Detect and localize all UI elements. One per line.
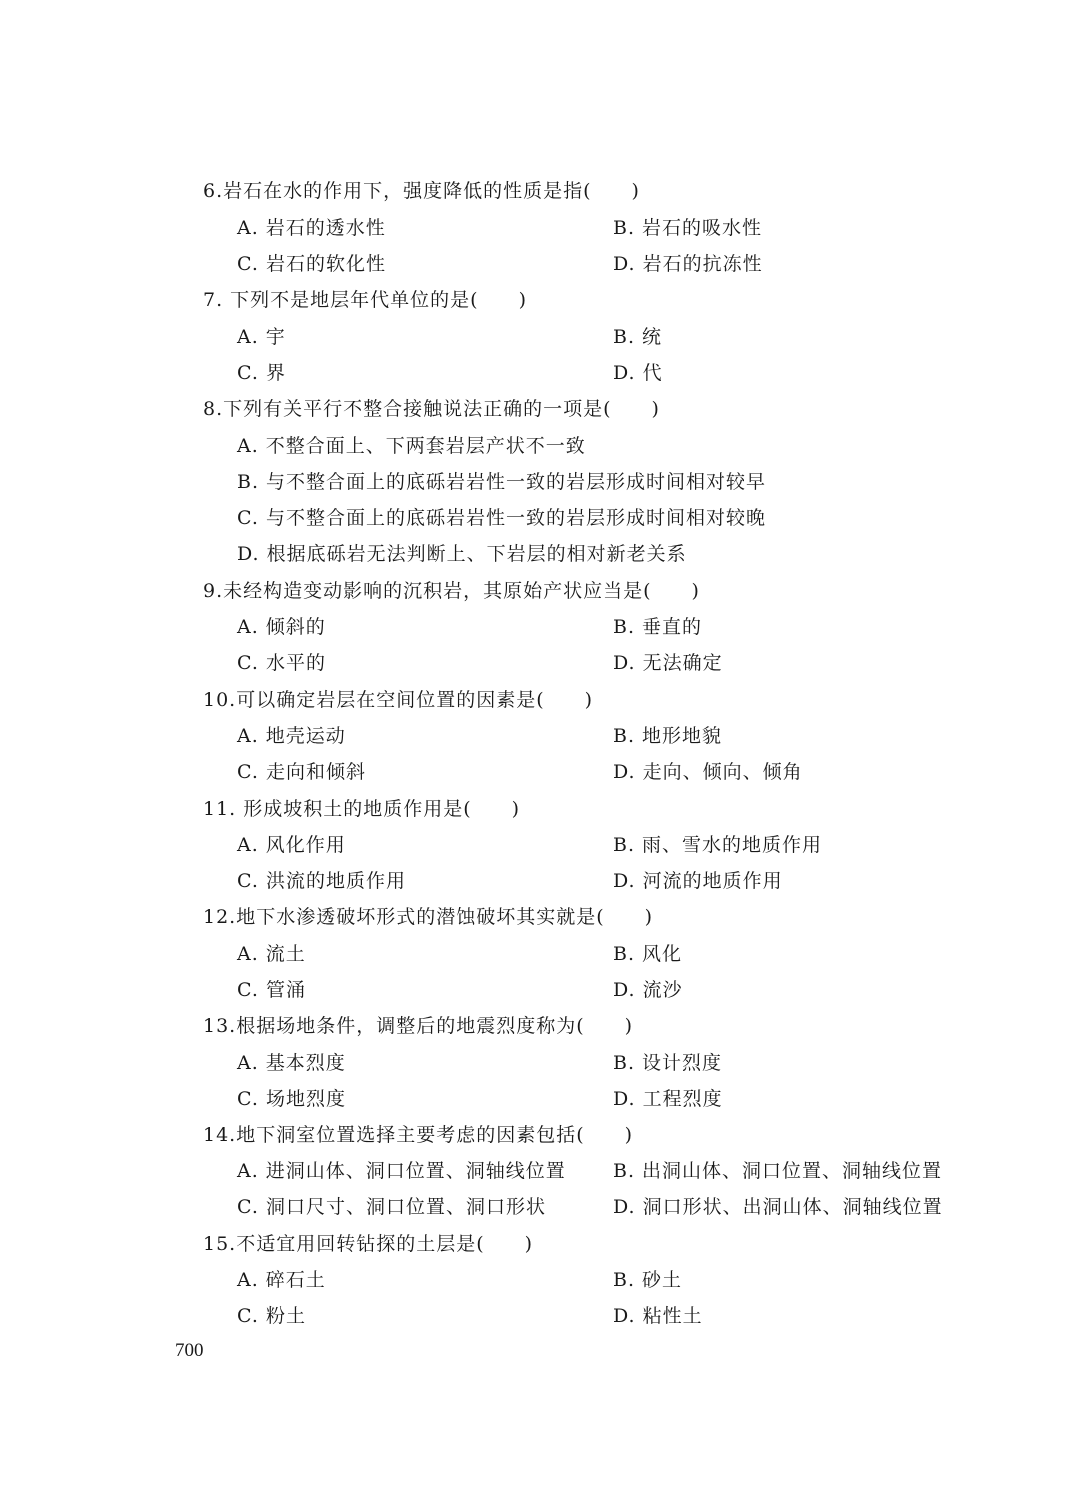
question-11-option-b: B. 雨、雪水的地质作用 (613, 834, 823, 856)
question-6-option-a: A. 岩石的透水性 (237, 217, 386, 239)
question-14-option-b: B. 出洞山体、洞口位置、洞轴线位置 (613, 1160, 943, 1182)
question-14-stem: 14.地下洞室位置选择主要考虑的因素包括( ) (203, 1124, 634, 1146)
question-9-stem: 9.未经构造变动影响的沉积岩，其原始产状应当是( ) (203, 580, 700, 602)
page-number: 700 (175, 1340, 204, 1361)
question-10-option-a: A. 地壳运动 (237, 725, 346, 747)
question-10-stem: 10.可以确定岩层在空间位置的因素是( ) (203, 689, 594, 711)
question-13-option-c: C. 场地烈度 (237, 1088, 346, 1110)
question-12-option-d: D. 流沙 (613, 979, 683, 1001)
question-6-option-b: B. 岩石的吸水性 (613, 217, 763, 239)
question-10-option-d: D. 走向、倾向、倾角 (613, 761, 803, 783)
question-13-option-a: A. 基本烈度 (237, 1052, 346, 1074)
question-13-option-d: D. 工程烈度 (613, 1088, 723, 1110)
question-8-stem: 8.下列有关平行不整合接触说法正确的一项是( ) (203, 398, 660, 420)
question-13-option-b: B. 设计烈度 (613, 1052, 723, 1074)
question-8-option-c: C. 与不整合面上的底砾岩岩性一致的岩层形成时间相对较晚 (237, 507, 766, 529)
question-12-stem: 12.地下水渗透破坏形式的潜蚀破坏其实就是( ) (203, 906, 654, 928)
question-6-stem: 6.岩石在水的作用下，强度降低的性质是指( ) (203, 180, 640, 202)
question-10-option-b: B. 地形地貌 (613, 725, 723, 747)
question-12-option-b: B. 风化 (613, 943, 683, 965)
question-10-option-c: C. 走向和倾斜 (237, 761, 366, 783)
question-15-option-c: C. 粉土 (237, 1305, 306, 1327)
question-15-option-d: D. 粘性土 (613, 1305, 703, 1327)
question-8-option-a: A. 不整合面上、下两套岩层产状不一致 (237, 435, 586, 457)
question-13-stem: 13.根据场地条件，调整后的地震烈度称为( ) (203, 1015, 634, 1037)
question-14-option-d: D. 洞口形状、出洞山体、洞轴线位置 (613, 1196, 943, 1218)
question-6-option-d: D. 岩石的抗冻性 (613, 253, 763, 275)
question-12-option-c: C. 管涌 (237, 979, 306, 1001)
question-15-option-a: A. 碎石土 (237, 1269, 326, 1291)
question-15-option-b: B. 砂土 (613, 1269, 683, 1291)
question-9-option-d: D. 无法确定 (613, 652, 723, 674)
question-8-option-b: B. 与不整合面上的底砾岩岩性一致的岩层形成时间相对较早 (237, 471, 767, 493)
question-7-stem: 7. 下列不是地层年代单位的是( ) (203, 289, 527, 311)
question-14-option-a: A. 进洞山体、洞口位置、洞轴线位置 (237, 1160, 566, 1182)
question-9-option-a: A. 倾斜的 (237, 616, 326, 638)
question-9-option-c: C. 水平的 (237, 652, 326, 674)
question-11-stem: 11. 形成坡积土的地质作用是( ) (203, 798, 521, 820)
question-7-option-a: A. 宇 (237, 326, 286, 348)
question-9-option-b: B. 垂直的 (613, 616, 703, 638)
question-8-option-d: D. 根据底砾岩无法判断上、下岩层的相对新老关系 (237, 543, 687, 565)
question-14-option-c: C. 洞口尺寸、洞口位置、洞口形状 (237, 1196, 546, 1218)
question-11-option-a: A. 风化作用 (237, 834, 346, 856)
question-7-option-b: B. 统 (613, 326, 663, 348)
question-11-option-c: C. 洪流的地质作用 (237, 870, 406, 892)
question-7-option-c: C. 界 (237, 362, 286, 384)
question-7-option-d: D. 代 (613, 362, 663, 384)
question-11-option-d: D. 河流的地质作用 (613, 870, 783, 892)
question-12-option-a: A. 流土 (237, 943, 306, 965)
question-6-option-c: C. 岩石的软化性 (237, 253, 386, 275)
question-15-stem: 15.不适宜用回转钻探的土层是( ) (203, 1233, 534, 1255)
